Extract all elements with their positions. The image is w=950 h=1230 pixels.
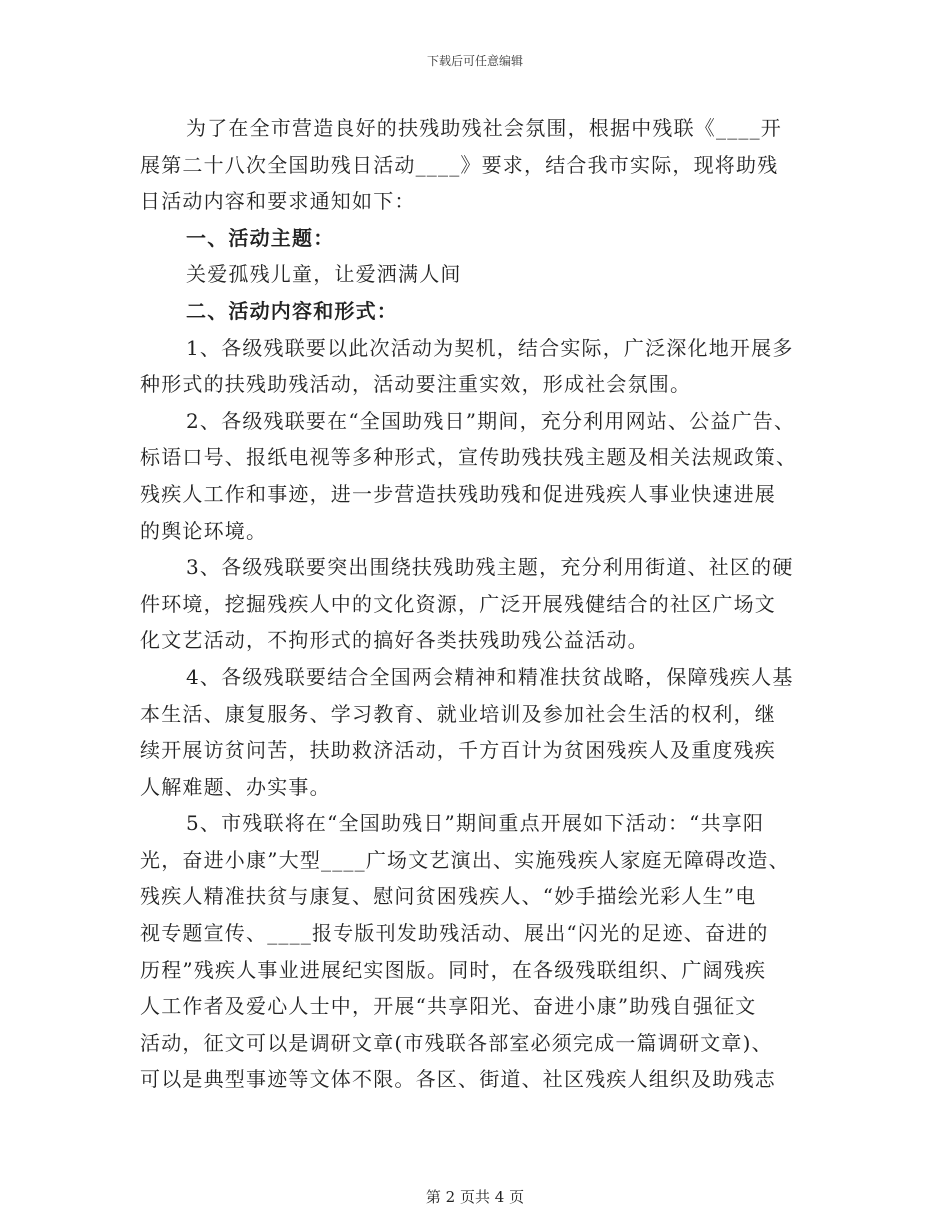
text-line: 为了在全市营造良好的扶残助残社会氛围，根据中残联《____开 bbox=[186, 116, 782, 140]
text-line: 件环境，挖掘残疾人中的文化资源，广泛开展残健结合的社区广场文 bbox=[140, 591, 776, 616]
text-line: 的舆论环境。 bbox=[140, 518, 268, 543]
text-line: 日活动内容和要求通知如下： bbox=[140, 189, 416, 214]
text-line: 展第二十八次全国助残日活动____》要求，结合我市实际，现将助残 bbox=[140, 152, 779, 177]
text-line: 历程”残疾人事业进展纪实图版。同时，在各级残联组织、广阔残疾 bbox=[140, 957, 767, 982]
text-line: 人工作者及爱心人士中，开展“共享阳光、奋进小康”助残自强征文 bbox=[140, 994, 757, 1019]
text-line: 2、各级残联要在“全国助残日”期间，充分利用网站、公益广告、 bbox=[186, 408, 796, 433]
text-line: 残疾人精准扶贫与康复、慰问贫困残疾人、“妙手描绘光彩人生”电 bbox=[140, 884, 757, 909]
text-line: 人解难题、办实事。 bbox=[140, 774, 331, 799]
text-line: 种形式的扶残助残活动，活动要注重实效，形成社会氛围。 bbox=[140, 372, 692, 397]
section-heading: 一、活动主题： bbox=[186, 225, 335, 250]
text-line: 光，奋进小康”大型____广场文艺演出、实施残疾人家庭无障碍改造、 bbox=[140, 847, 790, 872]
text-line: 标语口号、报纸电视等多种形式，宣传助残扶残主题及相关法规政策、 bbox=[140, 445, 798, 470]
text-line: 续开展访贫问苦，扶助救济活动，千方百计为贫困残疾人及重度残疾 bbox=[140, 738, 776, 763]
document-body bbox=[140, 110, 830, 1098]
text-line: 残疾人工作和事迹，进一步营造扶残助残和促进残疾人事业快速进展 bbox=[140, 481, 776, 506]
text-line: 本生活、康复服务、学习教育、就业培训及参加社会生活的权利，继 bbox=[140, 701, 776, 726]
page-footer: 第 2 页共 4 页 bbox=[425, 1188, 525, 1206]
text-line: 1、各级残联要以此次活动为契机，结合实际，广泛深化地开展多 bbox=[186, 335, 794, 360]
text-line: 5、市残联将在“全国助残日”期间重点开展如下活动：“共享阳 bbox=[186, 811, 765, 836]
text-line: 化文艺活动，不拘形式的搞好各类扶残助残公益活动。 bbox=[140, 628, 649, 653]
text-line: 4、各级残联要结合全国两会精神和精准扶贫战略，保障残疾人基 bbox=[186, 664, 794, 689]
text-line: 3、各级残联要突出围绕扶残助残主题，充分利用街道、社区的硬 bbox=[186, 555, 794, 580]
text-line: 关爱孤残儿童，让爱洒满人间 bbox=[186, 262, 462, 287]
section-heading: 二、活动内容和形式： bbox=[186, 298, 398, 323]
text-line: 视专题宣传、____报专版刊发助残活动、展出“闪光的足迹、奋进的 bbox=[140, 921, 769, 946]
page-header: 下载后可任意编辑 bbox=[426, 54, 523, 68]
text-line: 可以是典型事迹等文体不限。各区、街道、社区残疾人组织及助残志 bbox=[140, 1067, 776, 1092]
text-line: 活动，征文可以是调研文章(市残联各部室必须完成一篇调研文章)、 bbox=[140, 1030, 773, 1055]
